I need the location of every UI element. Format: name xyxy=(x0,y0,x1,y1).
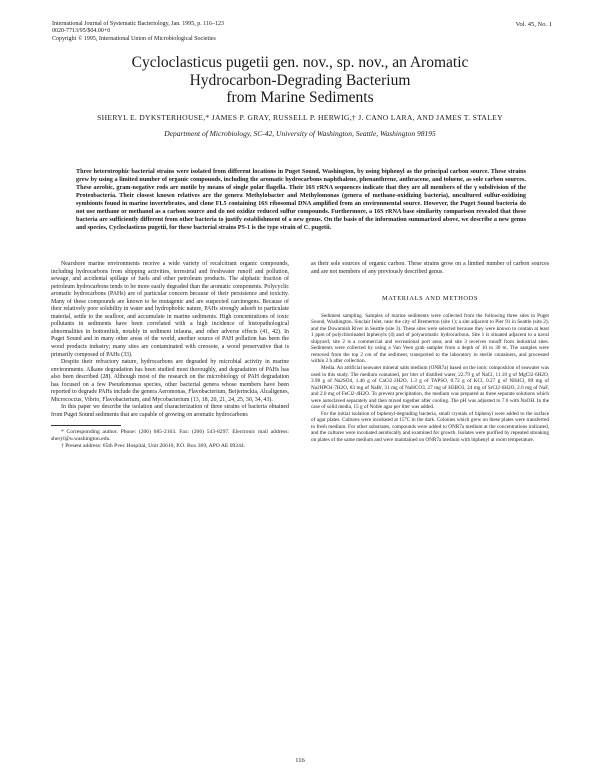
left-column xyxy=(51,261,289,450)
affiliation: Department of Microbiology, SC-42, University of Washington, Seattle, Washington 98195 xyxy=(164,128,436,138)
intro-paragraph-2: Despite their refractory nature, hydrocarbons are degraded by microbial activity in marine environments. Alkane degradation has been studied most thoroughly, and degradation of PAHs has also been described (28). Although most of the research on the microbiology of PAH degradation has focused on a few Pseudomonas species, other bacterial genera whose members have been reported to degrade PAHs include the genera Aeromonas, Flavobacterium, Beijerinckia, Alcaligenes, Micrococcus, Vibrio, Flavobacterium, and Mycobacterium (13, 18, 20, 21, 24, 25, 30, 34, 43). xyxy=(51,359,289,403)
intro-paragraph-3: In this paper we describe the isolation and characterization of three strains of bacteria obtained from Puget Sound sediments that are capable of growing on aromatic hydrocarbons xyxy=(51,404,289,418)
footnote-divider xyxy=(51,425,121,426)
copyright: Copyright © 1995, International Union of Microbiological Societies xyxy=(52,35,216,42)
right-column xyxy=(311,261,549,444)
footnote-corresponding-author: * Corresponding author. Phone: (206) 685-2163. Fax: (206) 543-8297. Electronic mail address: sheryl@u.washington.edu. xyxy=(51,429,289,443)
running-header xyxy=(52,21,552,43)
abstract: Three heterotrophic bacterial strains were isolated from different locations in Puget Sound, Washington, by using biphenyl as the principal carbon source. These strains grew by using a limited number of organic compounds, including the aromatic hydrocarbons naphthalene, phenanthrene, anthracene, and toluene, as sole carbon sources. These aerobic, gram-negative rods are motile by means of single polar flagella. Their 16S rRNA sequences indicate that they are all members of the γ subdivision of the Proteobacteria. Their closest known relatives are the genera Methylobacter and Methylomonas (genera of methane-oxidizing bacteria), uncultured sulfur-oxidizing symbionts found in marine invertebrates, and clone FL5 containing 16S ribosomal DNA amplified from an environmental source. However, the Puget Sound bacteria do not use methane or methanol as a carbon source and do not oxidize reduced sulfur compounds. Furthermore, a 16S rRNA base similarity comparison revealed that these bacteria are sufficiently different from other bacteria to justify establishment of a new genus. On the basis of the information summarized above, we describe a new genus and species, Cycloclasticus pugetii, for these bacterial strains PS-1 is the type strain of C. pugetii. xyxy=(76,168,526,231)
page-number: 116 xyxy=(295,757,305,764)
methods-paragraph-isolation: For the initial isolation of biphenyl-degrading bacteria, small crystals of biphenyl were added to the surface of agar plates. Cultures were incubated at 15°C in the dark. Colonies which grew on these plates were transferred to fresh medium. For other substrates, compounds were added to ONR7a medium at the concentrations indicated, and the cultures were incubated aerobically and examined for growth. Isolates were purified by repeated streaking on plates of the same medium and were maintained on ONR7a medium with biphenyl at room temperature. xyxy=(311,410,549,444)
journal-citation: International Journal of Systematic Bacteriology, Jan. 1995, p. 116–123 xyxy=(52,21,225,27)
author-list: SHERYL E. DYKSTERHOUSE,* JAMES P. GRAY, RUSSELL P. HERWIG,† J. CANO LARA, AND JAMES T. STALEY xyxy=(97,112,503,122)
methods-paragraph-sediment: Sediment sampling. Samples of marine sediments were collected from the following three sites in Puget Sound, Washington. Sinclair Inlet, near the city of Bremerton (site 1); a site adjacent to Pier 91 in Seattle (site 2); and the Duwamish River in Seattle (site 3). These sites were selected because they were known to contain at least 1 ppm of polychlorinated biphenyls (4) and of polyaromatic hydrocarbons. Site 1 is situated adjacent to a naval shipyard; site 2 is a commercial and recreational port area; and site 3 receives runoff from industrial sites. Sediments were collected by using a Van Veen grab sampler from a depth of 10 to 30 m. The samples were removed from the top 2 cm of the sediment, transported to the laboratory in sterile containers, and processed within 2 h after collection. xyxy=(311,312,549,365)
issn: 0020-7713/95/$04.00+0 xyxy=(52,28,111,35)
title-line-3: from Marine Sediments xyxy=(226,89,374,106)
title-block xyxy=(70,54,530,138)
footnote-present-address: † Present address: 65th Pvec Hospital, Unit 26610, P.O. Box 369, APO AE 09244. xyxy=(61,443,246,450)
title-line-1: Cycloclasticus pugetii gen. nov., sp. nov., an Aromatic xyxy=(131,54,469,71)
article-title xyxy=(70,54,530,107)
section-heading: MATERIALS AND METHODS xyxy=(381,295,479,303)
intro-continuation: as their sole sources of organic carbon. These strains grow on a limited number of carbon sources and are not members of any previously described genus. xyxy=(311,261,549,275)
intro-paragraph-1: Nearshore marine environments receive a wide variety of recalcitrant organic compounds, including hydrocarbons from shipping activities, terrestrial and freshwater runoff and pollution, sewage, and accidental spillage of fuels and other petroleum products. The aliphatic fraction of petroleum hydrocarbons tends to be more easily degraded than the aromatic components. Polycyclic aromatic hydrocarbons (PAHs) are of particular concern because of their persistence and toxicity. Many of these compounds are known to be mutagenic and are suspected carcinogens. Because of their relatively poor solubility in water and hydrophobic nature, PAHs strongly adsorb to particulate material, settle to the seafloor, and accumulate in marine sediments. High concentrations of toxic pollutants in sediments have been correlated with a high incidence of histopathological abnormalities in bottomfish, notably in sediment infauna, and other adverse effects (41, 42). In Puget Sound and in many other areas of the world, another source of PAH pollution has been the wood products industry; many sites are contaminated with creosote, a wood preservative that is primarily composed of PAHs (33). xyxy=(51,261,289,358)
title-line-2: Hydrocarbon-Degrading Bacterium xyxy=(189,71,411,89)
volume-number: Vol. 45, No. 1 xyxy=(515,21,552,28)
methods-paragraph-media: Media. An artificial seawater mineral salts medium (ONR7a) based on the ionic composition of seawater was used in this study. The medium contained, per liter of distilled water, 22.79 g of NaCl, 11.18 g of MgCl2·6H2O, 3.98 g of Na2SO4, 1.46 g of CaCl2·2H2O, 1.3 g of TAPSO, 0.72 g of KCl, 0.27 g of NH4Cl, 89 mg of Na2HPO4·7H2O, 83 mg of NaBr, 31 mg of NaHCO3, 27 mg of H3BO3, 24 mg of SrCl2·6H2O, 2.6 mg of NaF, and 2.0 mg of FeCl2·4H2O. To prevent precipitation, the medium was prepared as three separate solutions which were autoclaved separately and then mixed together after cooling. The pH was adjusted to 7.6 with NaOH. In the case of solid media, 15 g of Noble agar per liter was added. xyxy=(311,365,549,411)
